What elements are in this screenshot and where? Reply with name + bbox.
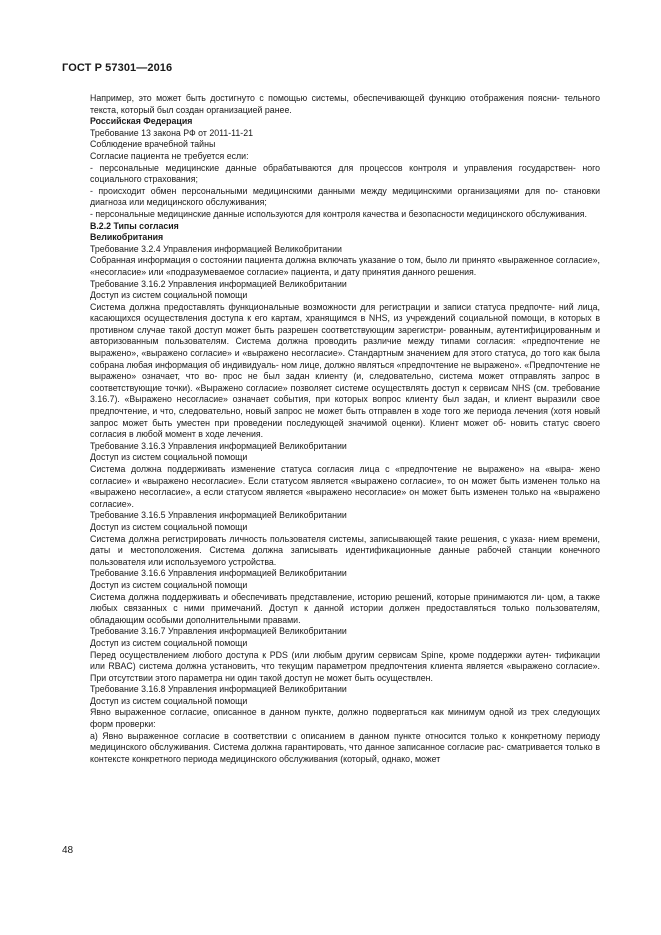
- paragraph: Требование 3.16.7 Управления информацией Великобритании: [90, 626, 347, 637]
- paragraph: а) Явно выраженное согласие в соответствии с описанием в данном пункте относится только к конкретному периоду медицинского обслуживания. Система должна гарантировать, что данное записанное согласие рас- сматривается только в контексте конкретного периода медицинского обслуживания (который, однако, может: [90, 730, 600, 764]
- paragraph: Соблюдение врачебной тайны: [90, 139, 216, 150]
- paragraph: Система должна поддерживать и обеспечивать представление, историю решений, которые принимаются ли- цом, а также любых связанных с ними примечаний. Доступ к данной истории должен предоставляться только пользователям, обладающим особыми дополнительными правами.: [90, 591, 600, 625]
- paragraph: Требование 3.16.8 Управления информацией Великобритании: [90, 684, 347, 695]
- paragraph: Требование 3.16.6 Управления информацией Великобритании: [90, 568, 347, 579]
- paragraph: Собранная информация о состоянии пациента должна включать указание о том, было ли принято «выраженное согласие», «несогласие» или «подразумеваемое согласие» пациента, и дату принятия данного решения.: [90, 255, 600, 277]
- paragraph: Система должна предоставлять функциональные возможности для регистрации и записи статуса предпочте- ний лица, касающихся осуществления доступа к его картам, хранящимся в NHS, из учреждений социальной помощи, в которых в противном случае такой доступ может быть разрешен соответствующим зарегистри- рованным, аутентифицированным и авторизованным пользователям. Система должна проводить различие между типами согласия: «предпочтение не выражено», «выражено согласие» и «выражено несогласие». Стандартным значением для этого статуса, до того как была собрана любая информация об индивидуаль- ном лице, должно являться «предпочтение не выражено». «Предпочтение не выражено» означает, что во- прос не был задан клиенту (и, следовательно, система может отправлять запрос в соответствующие точки). «Выражено согласие» позволяет системе осуществлять доступ к сервисам NHS (см. требование 3.16.7). «Выражено несогласие» означает события, при которых вопрос клиенту был задан, и клиент выразили свое предпочтение, и что, следовательно, новый запрос не может быть отправлен в ходе того же периода лечения (хотя новый запрос может быть уместен при проведении последующей значимой оценки). Клиент может об- новить статус своего согласия в любой момент в ходе лечения.: [90, 301, 600, 440]
- paragraph: Доступ из систем социальной помощи: [90, 521, 248, 532]
- paragraph: Система должна регистрировать личность пользователя системы, записывающей такие решения, с указа- нием времени, даты и местоположения. Система должна записывать идентификационные данные рабочей станции конечного пользователя или используемого устройства.: [90, 533, 600, 567]
- paragraph: - персональные медицинские данные используются для контроля качества и безопасности медицинского обслуживания.: [90, 208, 587, 219]
- paragraph: Великобритания: [90, 232, 164, 243]
- paragraph: Согласие пациента не требуется если:: [90, 150, 249, 161]
- document-header: ГОСТ Р 57301—2016: [62, 62, 173, 74]
- paragraph: Требование 3.16.5 Управления информацией Великобритании: [90, 510, 347, 521]
- paragraph: Доступ из систем социальной помощи: [90, 695, 248, 706]
- paragraph: Требование 3.16.3 Управления информацией Великобритании: [90, 440, 347, 451]
- paragraph: Доступ из систем социальной помощи: [90, 290, 248, 301]
- paragraph: Требование 3.2.4 Управления информацией Великобритании: [90, 243, 342, 254]
- page-number: 48: [62, 845, 74, 856]
- paragraph: Российская Федерация: [90, 116, 193, 127]
- paragraph: Доступ из систем социальной помощи: [90, 637, 248, 648]
- paragraph: Система должна поддерживать изменение статуса согласия лица с «предпочтение не выражено» на «выра- жено согласие» и «выражено несогласие». Если статусом является «выражено согласие», то он может быть изменен только на «выражено несогласие», а если статусом является «выражено несогласие» он может быть изменен только на «выражено согласие».: [90, 464, 600, 509]
- paragraph: Перед осуществлением любого доступа к PDS (или любым другим сервисам Spine, кроме поддержки аутен- тификации или RBAC) система должна установить, что текущим параметром предпочтения клиента является «выражено согласие». При отсутствии этого параметра ни один такой доступ не может быть осуществлен.: [90, 649, 600, 683]
- paragraph: Требование 13 закона РФ от 2011-11-21: [90, 127, 254, 138]
- paragraph: - персональные медицинские данные обрабатываются для процессов контроля и управления государствен- ного социального страхования;: [90, 162, 600, 185]
- paragraph: Доступ из систем социальной помощи: [90, 452, 248, 463]
- document-body: [90, 93, 600, 765]
- paragraph: - происходит обмен персональными медицинскими данными между медицинскими организациями для по- становки диагноза или медицинского обслуживания;: [90, 185, 600, 208]
- paragraph: Доступ из систем социальной помощи: [90, 579, 248, 590]
- paragraph: Например, это может быть достигнуто с помощью системы, обеспечивающей функцию отображения поясни- тельного текста, который был создан организацией ранее.: [90, 93, 600, 115]
- paragraph: Требование 3.16.2 Управления информацией Великобритании: [90, 278, 347, 289]
- paragraph: Явно выраженное согласие, описанное в данном пункте, должно подвергаться как минимум одной из трех следующих форм проверки:: [90, 707, 600, 730]
- paragraph: В.2.2 Типы согласия: [90, 220, 179, 231]
